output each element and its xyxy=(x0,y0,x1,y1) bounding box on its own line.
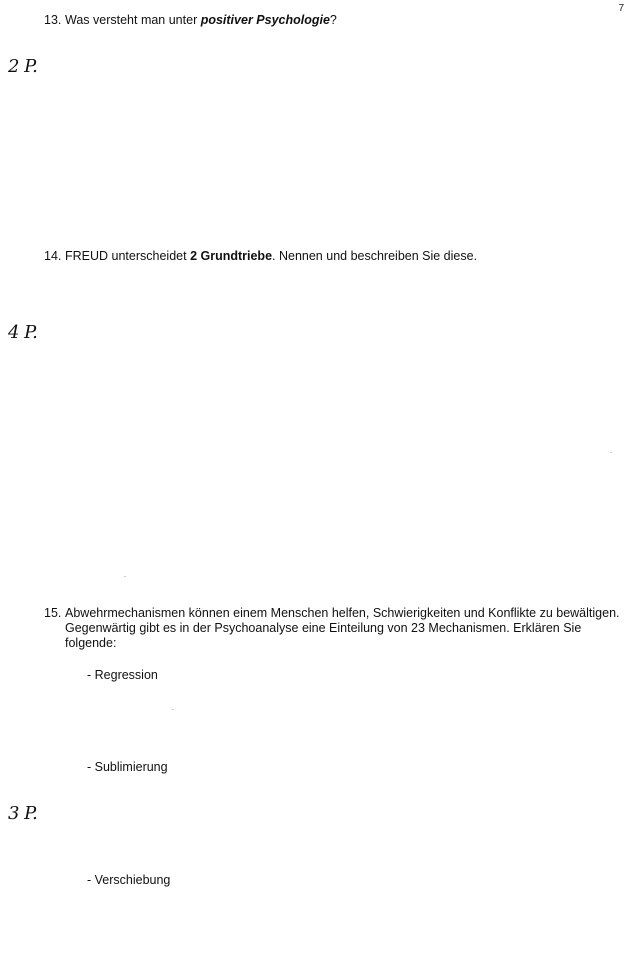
points-mark-q13: 2 P. xyxy=(8,56,38,77)
question-text: Abwehrmechanismen können einem Menschen helfen, Schwierigkeiten und Konflikte zu bewältigen. Gegenwärtig gibt es in der Psychoanalyse eine Einteilung von 23 Mechanismen. Erklären Sie folgende: xyxy=(65,606,620,650)
points-mark-q14: 4 P. xyxy=(8,322,38,343)
question-number: 13. xyxy=(44,13,62,27)
question-text-end: ? xyxy=(329,13,337,27)
question-emphasis: positiver Psychologie xyxy=(200,13,330,27)
scan-speck xyxy=(610,452,612,453)
points-mark-q15: 3 P. xyxy=(8,803,38,824)
question-13 xyxy=(44,13,337,28)
scan-speck xyxy=(124,576,126,577)
question-emphasis: 2 Grundtriebe xyxy=(190,249,273,263)
question-number: 14. xyxy=(44,249,62,263)
answer-item-sublimierung: - Sublimierung xyxy=(87,760,168,774)
answer-item-regression: - Regression xyxy=(87,668,158,682)
scan-speck xyxy=(172,709,174,710)
question-14 xyxy=(44,249,477,264)
question-text-end: . Nennen und beschreiben Sie diese. xyxy=(272,249,478,263)
page-number: 7 xyxy=(618,3,624,14)
answer-item-verschiebung: - Verschiebung xyxy=(87,873,171,887)
question-15 xyxy=(44,606,624,651)
question-text: FREUD unterscheidet xyxy=(65,249,191,263)
question-text: Was versteht man unter xyxy=(65,13,201,27)
question-number: 15. xyxy=(44,606,62,620)
